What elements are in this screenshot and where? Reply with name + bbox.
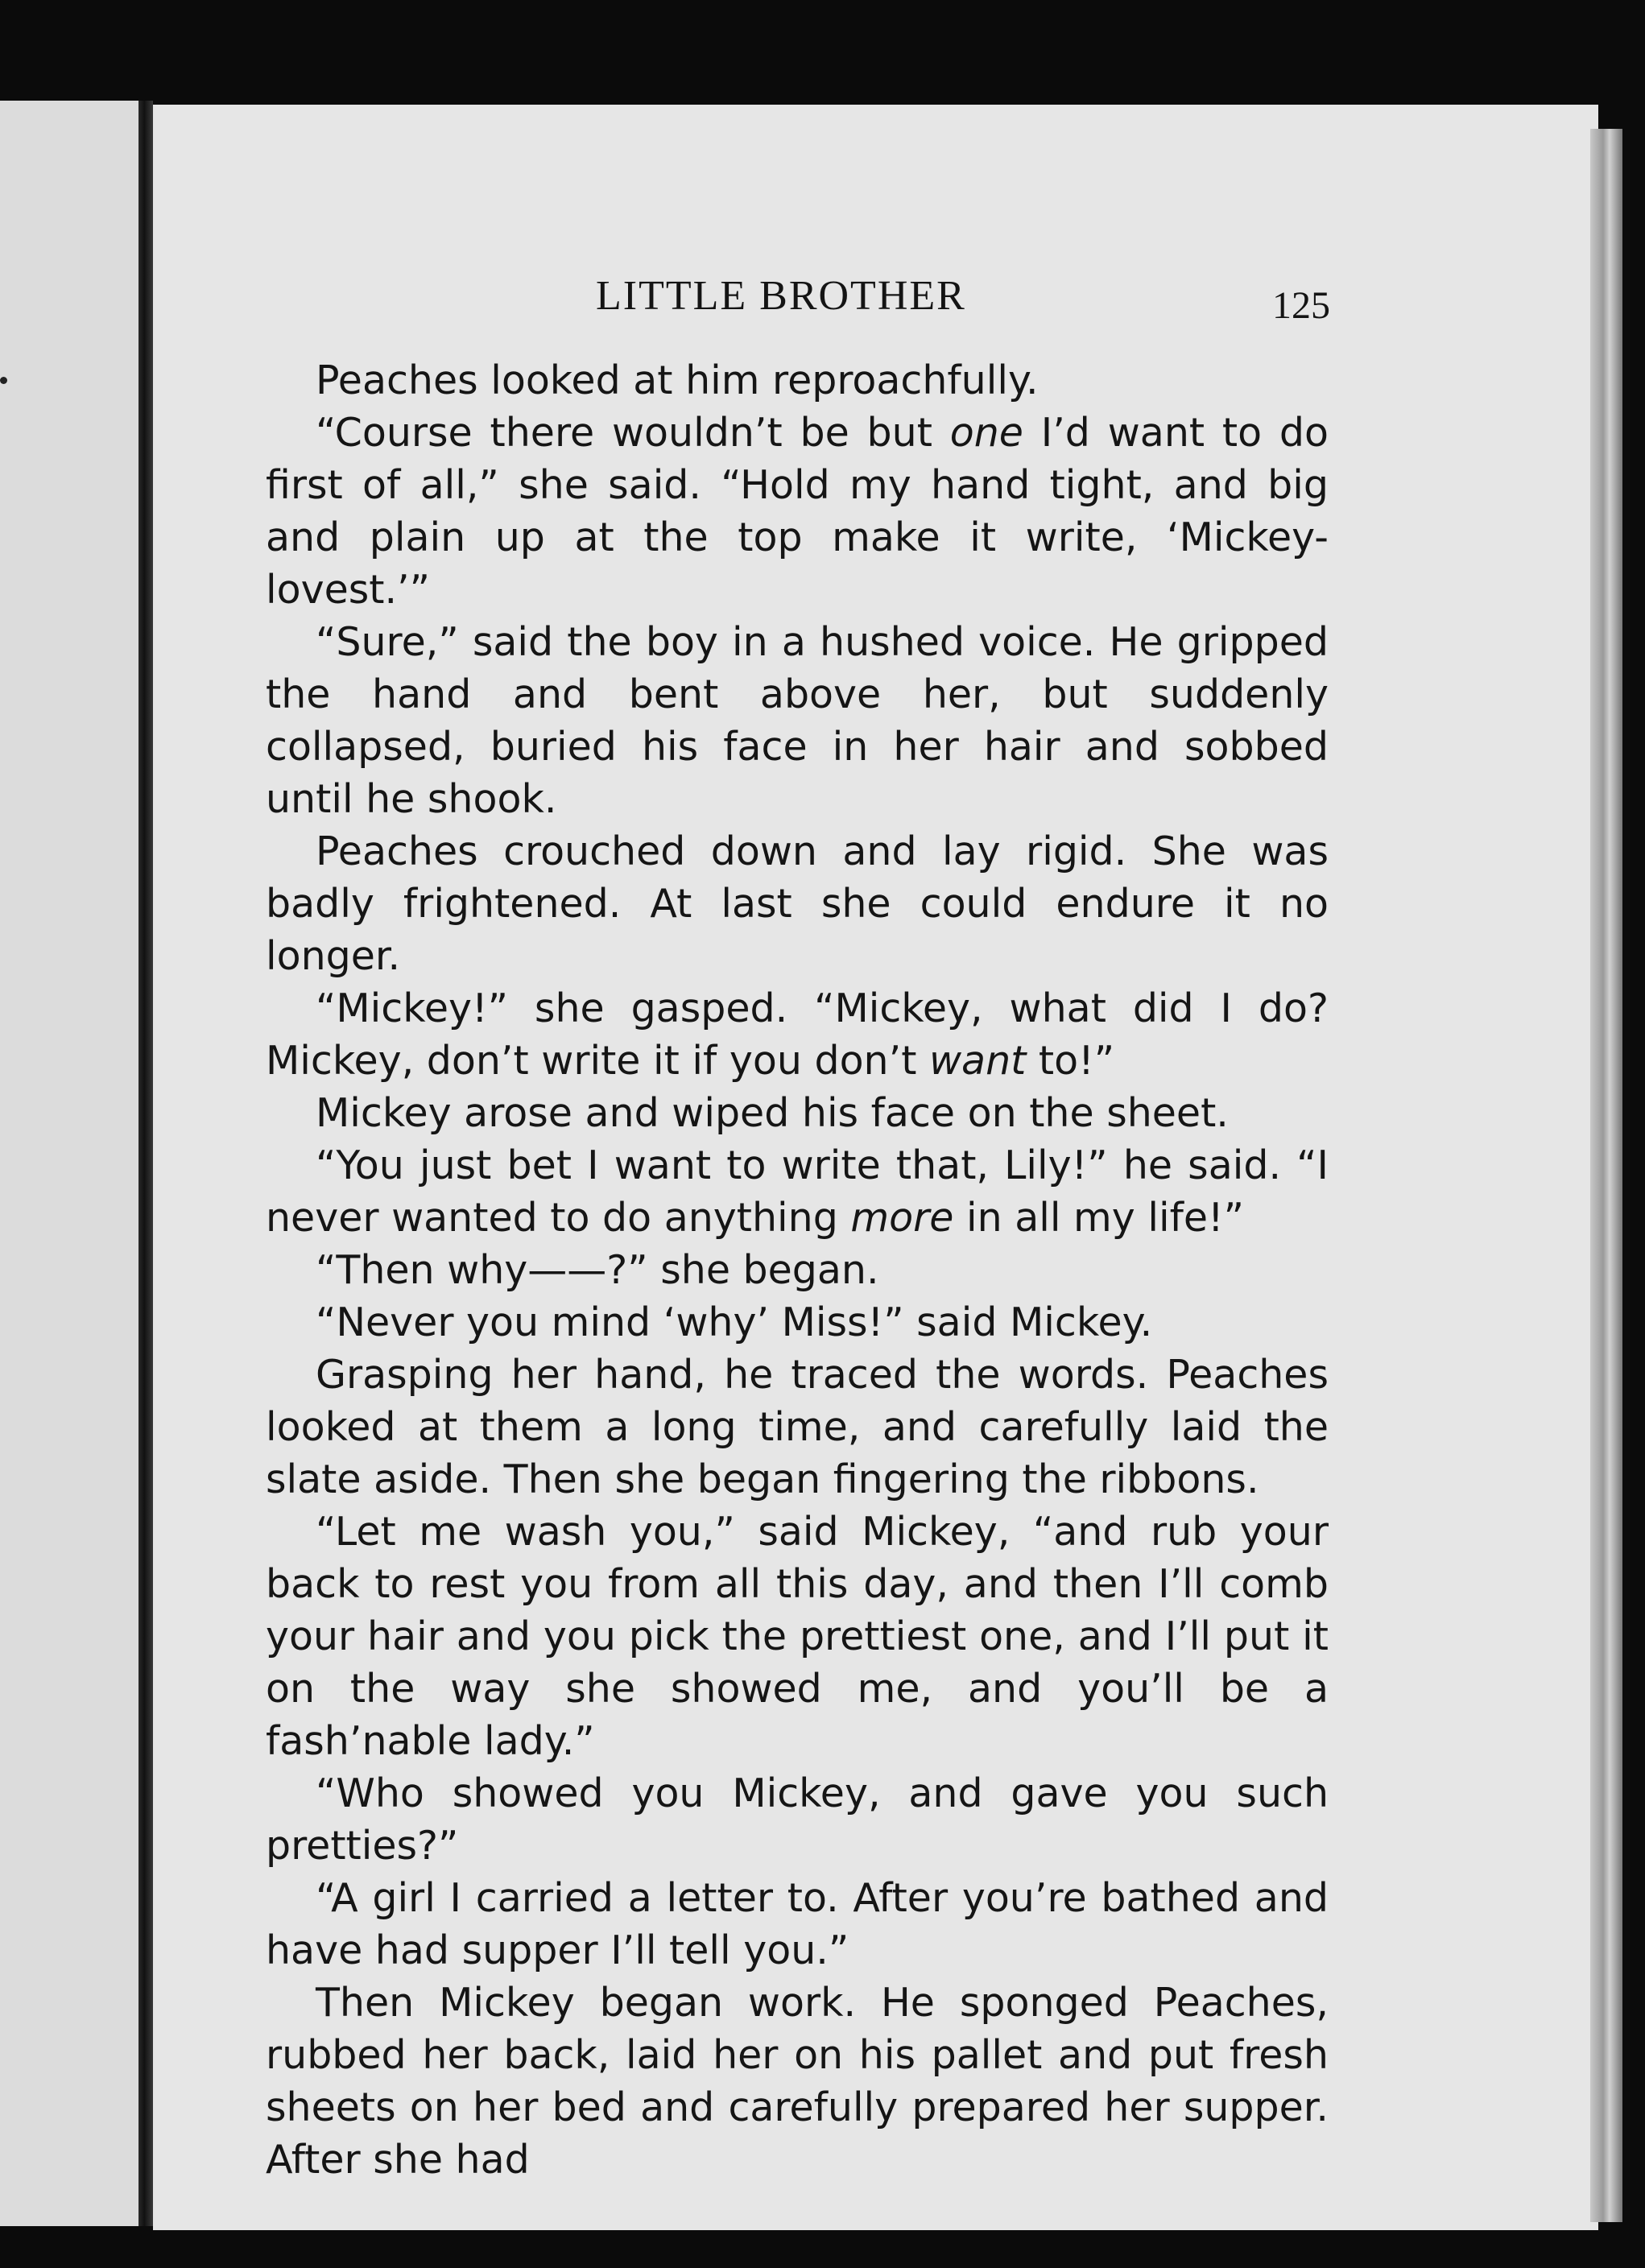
paragraph: Peaches crouched down and lay rigid. She was badly frightened. At last she could endure it no longer. [266, 828, 1329, 979]
page-speck [0, 377, 7, 384]
paragraph [266, 1139, 1329, 1244]
text-run: to!” [1026, 1038, 1115, 1084]
paragraph [266, 407, 1329, 616]
paragraph: “Sure,” said the boy in a hushed voice. He gripped the hand and bent above her, but suddenly collapsed, buried his face in her hair and sobbed until he shook. [266, 619, 1329, 822]
text-run: I’d want to do first of all,” she said. “Hold my hand tight, and big and plain up at the top make it write, ‘Mickey-lovest.’” [266, 410, 1329, 613]
paragraph: “A girl I carried a letter to. After you’re bathed and have had supper I’ll tell you.” [266, 1875, 1329, 1973]
paragraph: “Who showed you Mickey, and gave you such pretties?” [266, 1770, 1329, 1869]
paragraph: “Then why——?” she began. [316, 1247, 879, 1293]
italic-text: more [850, 1195, 954, 1241]
paragraph [266, 982, 1329, 1087]
running-head: LITTLE BROTHER [596, 273, 966, 319]
page-stack-edge [1590, 129, 1622, 2222]
paragraph: Then Mickey began work. He sponged Peaches, rubbed her back, laid her on his pallet and put fresh sheets on her bed and carefully prepared her supper. After she had [266, 1980, 1329, 2183]
adjacent-page-edge [0, 101, 141, 2226]
italic-text: one [949, 410, 1023, 456]
page-number: 125 [1272, 284, 1330, 327]
text-run: “You just bet I want to write that, Lily!” he said. “I never wanted to do anything [266, 1142, 1329, 1241]
text-run: “Course there wouldn’t be but [316, 410, 950, 456]
page-body-text [266, 354, 1329, 2186]
paragraph: Peaches looked at him reproachfully. [316, 357, 1039, 403]
paragraph: Grasping her hand, he traced the words. Peaches looked at them a long time, and carefully laid the slate aside. Then she began fingering the ribbons. [266, 1352, 1329, 1502]
paragraph: “Let me wash you,” said Mickey, “and rub your back to rest you from all this day, and then I’ll comb your hair and you pick the prettiest one, and I’ll put it on the way she showed me, and you’ll be a fash’nable lady.” [266, 1509, 1329, 1764]
paragraph: “Never you mind ‘why’ Miss!” said Mickey. [316, 1299, 1153, 1345]
book-gutter [138, 101, 153, 2226]
text-run: “Mickey!” she gasped. “Mickey, what did I do? Mickey, don’t write it if you don’t [266, 985, 1329, 1084]
paragraph: Mickey arose and wiped his face on the sheet. [316, 1090, 1229, 1136]
italic-text: want [928, 1038, 1027, 1084]
text-run: in all my life!” [953, 1195, 1245, 1241]
page-header [0, 272, 1645, 345]
